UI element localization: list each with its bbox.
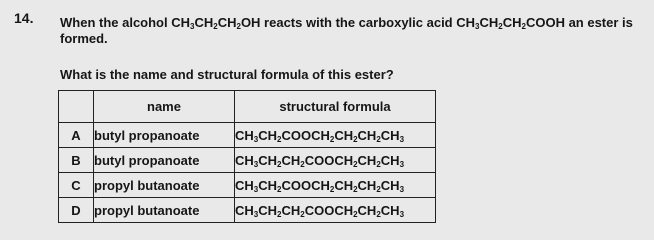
option-formula: $CH_3CH_2CH_2COOCH_2CH_2CH_3$ <box>235 148 436 173</box>
question-text-suffix: an ester is <box>564 15 633 30</box>
option-name: propyl butanoate <box>94 173 235 198</box>
formula-subscript: 2 <box>376 209 381 219</box>
formula-subscript: 2 <box>498 22 503 31</box>
formula-subscript: 2 <box>277 134 282 144</box>
formula-subscript: 2 <box>213 22 218 31</box>
formula-subscript: 3 <box>190 22 195 31</box>
formula-subscript: 2 <box>277 184 282 194</box>
option-formula: $CH_3CH_2COOCH_2CH_2CH_2CH_3$ <box>235 173 436 198</box>
formula-subscript: 2 <box>353 134 358 144</box>
option-formula: $CH_3CH_2COOCH_2CH_2CH_2CH_3$ <box>235 123 436 148</box>
table-header-row <box>59 91 436 123</box>
header-formula: structural formula <box>235 91 436 123</box>
formula-subscript: 2 <box>376 184 381 194</box>
answer-rows <box>59 123 436 223</box>
option-letter: B <box>59 148 94 173</box>
table-row[interactable] <box>59 123 436 148</box>
option-letter: D <box>59 198 94 223</box>
question-text-line-1 <box>60 15 633 30</box>
formula-subscript: 2 <box>329 134 335 144</box>
formula-subscript: 2 <box>353 209 358 219</box>
option-formula: $CH_3CH_2CH_2COOCH_2CH_2CH_3$ <box>235 198 436 223</box>
question-prompt: What is the name and structural formula of this ester? <box>60 67 394 82</box>
option-letter: A <box>59 123 94 148</box>
table-row[interactable] <box>59 148 436 173</box>
acid-formula: $CH_3CH_2CH_2COOH$ <box>456 15 565 31</box>
formula-subscript: 3 <box>399 134 405 144</box>
option-letter: C <box>59 173 94 198</box>
formula-subscript: 2 <box>521 22 526 31</box>
formula-subscript: 2 <box>236 22 241 31</box>
alcohol-formula: $CH_3CH_2CH_2OH$ <box>171 15 261 31</box>
formula-subscript: 3 <box>475 22 480 31</box>
formula-subscript: 2 <box>353 184 358 194</box>
formula-subscript: 3 <box>399 159 405 169</box>
formula-subscript: 2 <box>277 209 282 219</box>
option-name: butyl propanoate <box>94 123 235 148</box>
formula-subscript: 2 <box>376 159 381 169</box>
option-name: butyl propanoate <box>94 148 235 173</box>
option-name: propyl butanoate <box>94 198 235 223</box>
question-number: 14. <box>14 10 34 26</box>
question-text-line-2: formed. <box>60 31 108 46</box>
question-text-middle: reacts with the carboxylic acid <box>260 15 457 30</box>
formula-subscript: 3 <box>253 134 259 144</box>
formula-subscript: 3 <box>399 209 405 219</box>
question-text-prefix: When the alcohol <box>60 15 172 30</box>
header-name: name <box>94 91 235 123</box>
formula-subscript: 2 <box>329 184 335 194</box>
formula-subscript: 3 <box>253 159 259 169</box>
answer-options-table <box>58 90 436 223</box>
formula-subscript: 2 <box>300 209 305 219</box>
formula-subscript: 3 <box>399 184 405 194</box>
formula-subscript: 3 <box>253 184 259 194</box>
header-letter <box>59 91 94 123</box>
formula-subscript: 2 <box>376 134 381 144</box>
table-row[interactable] <box>59 198 436 223</box>
table-row[interactable] <box>59 173 436 198</box>
formula-subscript: 2 <box>353 159 358 169</box>
formula-subscript: 2 <box>277 159 282 169</box>
formula-subscript: 3 <box>253 209 259 219</box>
formula-subscript: 2 <box>300 159 305 169</box>
